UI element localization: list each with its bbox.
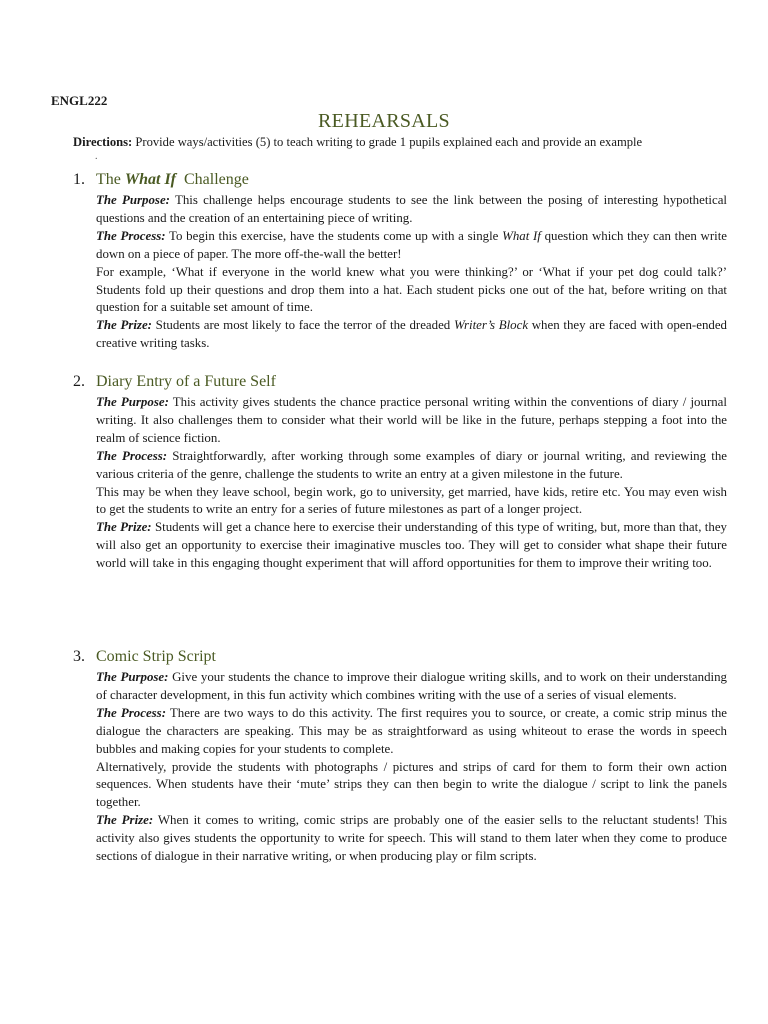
purpose-paragraph [96, 394, 727, 448]
section-body [96, 192, 727, 353]
process-label: The Process: [96, 228, 166, 243]
prize-text: When it comes to writing, comic strips are probably one of the easier sells to the reluctant students! This activity also gives students the opportunity to write for speech. This will stand to them later when they come to produce sections of dialogue in their narrative writing, or when producing play or film scripts. [96, 813, 728, 864]
process-text: To begin this exercise, have the students come up with a single [165, 228, 503, 243]
purpose-paragraph [96, 192, 727, 228]
prize-label: The Prize: [96, 318, 152, 333]
directions-text: Provide ways/activities (5) to teach writing to grade 1 pupils explained each and provide an example [132, 135, 643, 149]
directions [73, 135, 733, 150]
section-number: 1. [73, 171, 85, 188]
prize-label: The Prize: [96, 813, 154, 828]
section-heading [73, 171, 728, 191]
process-text: Straightforwardly, after working through some examples of diary or journal writing, and reviewing the various criteria of the genre, challenge the students to write an entry at a given milestone in the future. [96, 448, 727, 481]
prize-text-cont: when they are faced with open-ended creative writing tasks. [96, 318, 727, 351]
section-title: Diary Entry of a Future Self [96, 373, 276, 390]
prize-text: Students will get a chance here to exercise their understanding of this type of writing, but, more than that, they will also get an opportunity to exercise their imaginative muscles too. They will get to consider what shape their future world will take in this engaging thought experiment that will afford opportunities for them to improve their writing too. [96, 520, 727, 571]
section-title-pre: The [96, 171, 125, 188]
purpose-label: The Purpose: [96, 193, 170, 207]
example-paragraph: Alternatively, provide the students with photographs / pictures and strips of card for them to form their own action sequences. When students have their ‘mute’ strips they can then begin to write the dialogue / script to link the panels together. [96, 759, 727, 810]
prize-emphasis: Writer’s Block [453, 318, 529, 333]
process-label: The Process: [96, 705, 166, 720]
example-paragraph: For example, ‘What if everyone in the world knew what you were thinking?’ or ‘What if your pet dog could talk?’ Students fold up their questions and drop them into a hat. Each student picks one out of the hat, before writing on that question for a suitable set amount of time. [96, 264, 727, 315]
process-paragraph [96, 228, 727, 264]
section-heading [73, 648, 728, 668]
process-paragraph [96, 705, 727, 759]
process-emphasis: What If [502, 228, 541, 243]
directions-label: Directions: [73, 135, 133, 149]
prize-label: The Prize: [96, 520, 152, 535]
process-text-cont: question which they can then write down on a piece of paper. The more off-the-wall the better! [96, 228, 727, 261]
prize-paragraph [96, 519, 727, 573]
section-comic-strip-script [73, 648, 728, 866]
section-diary-entry [73, 373, 728, 573]
purpose-text: This activity gives students the chance practice personal writing within the conventions of diary / journal writing. It also challenges them to consider what their world will be like in the future, perhaps stepping a foot into the realm of science fiction. [96, 395, 727, 445]
section-body [96, 669, 727, 866]
purpose-label: The Purpose: [96, 670, 169, 684]
prize-paragraph [96, 317, 727, 353]
section-number: 2. [73, 373, 85, 390]
purpose-text: This challenge helps encourage students to see the link between the posing of interesting hypothetical questions and the creation of an entertaining piece of writing. [96, 193, 728, 225]
process-paragraph [96, 448, 727, 484]
section-body [96, 394, 727, 573]
process-text: There are two ways to do this activity. The first requires you to source, or create, a comic strip minus the dialogue the characters are speaking. This may be as straightforward as using whiteout to erase the words in speech bubbles and making copies for your students to complete. [96, 705, 727, 756]
section-number: 3. [73, 648, 85, 665]
page-title: REHEARSALS [318, 110, 450, 132]
section-what-if-challenge [73, 171, 728, 353]
stray-dot: . [95, 151, 98, 162]
prize-text: Students are most likely to face the terror of the dreaded [151, 318, 454, 333]
section-title-post: Challenge [176, 171, 249, 188]
prize-paragraph [96, 812, 727, 866]
purpose-text: Give your students the chance to improve their dialogue writing skills, and to work on their understanding of character development, in this fun activity which combines writing with the use of a series of visual elements. [96, 670, 727, 702]
section-heading [73, 373, 728, 393]
example-paragraph: This may be when they leave school, begin work, go to university, get married, have kids, retire etc. You may even wish to get the students to write an entry for a series of future milestones as part of a longer project. [96, 484, 727, 517]
section-title-emphasis: What If [124, 171, 176, 188]
process-label: The Process: [96, 448, 168, 463]
section-title: Comic Strip Script [96, 648, 216, 665]
course-code: ENGL222 [51, 93, 108, 108]
purpose-paragraph [96, 669, 727, 705]
section-title [96, 171, 249, 189]
purpose-label: The Purpose: [96, 395, 169, 409]
